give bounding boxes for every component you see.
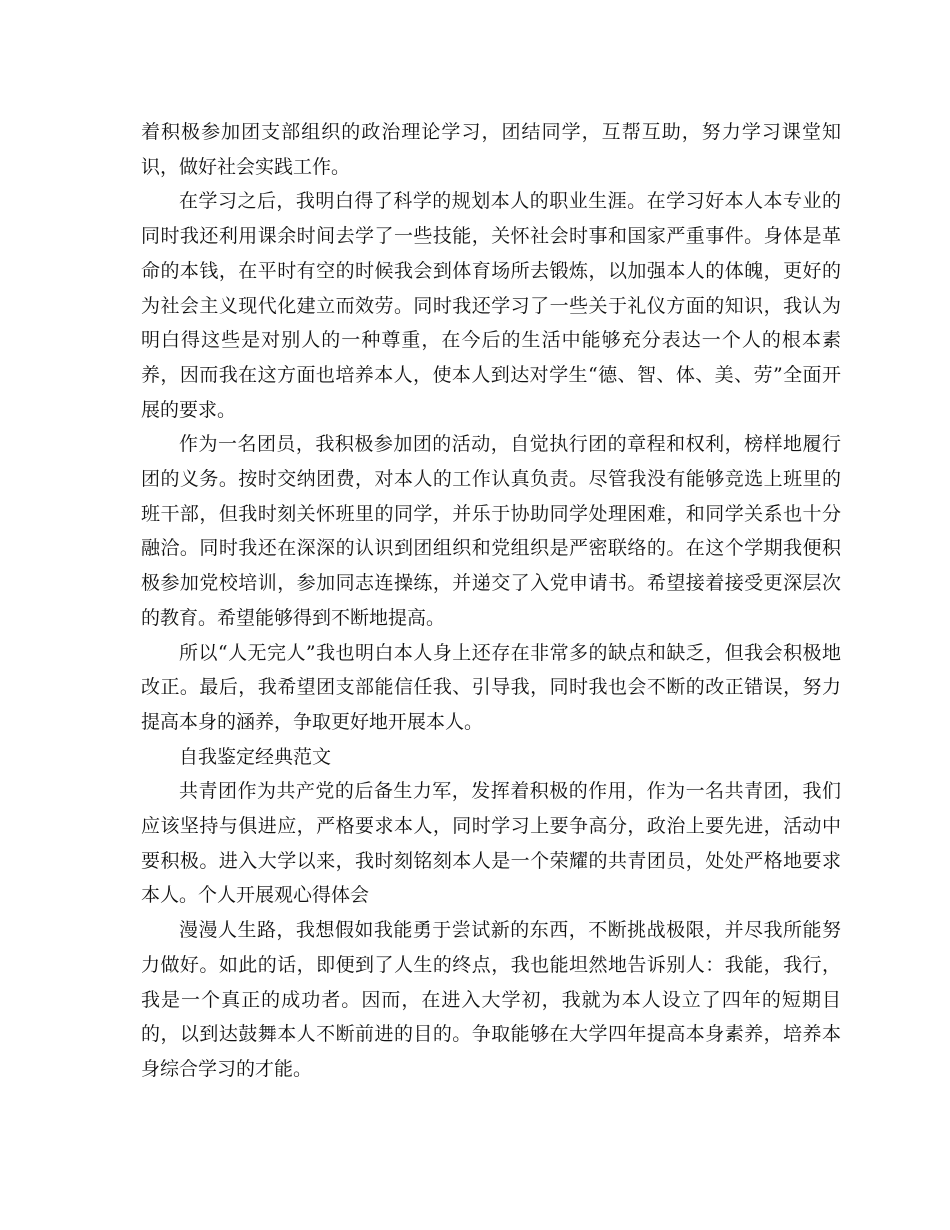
paragraph-6: 漫漫人生路，我想假如我能勇于尝试新的东西，不断挑战极限，并尽我所能努力做好。如此的话，即便到了人生的终点，我也能坦然地告诉别人：我能，我行，我是一个真正的成功者。因而，在进入大学初，我就为本人设立了四年的短期目的，以到达鼓舞本人不断前进的目的。争取能够在大学四年提高本身素养，培养本身综合学习的才能。 [141,919,841,1080]
paragraph-5: 共青团作为共产党的后备生力军，发挥着积极的作用，作为一名共青团，我们应该坚持与俱进应，严格要求本人，同时学习上要争高分，政治上要先进，活动中要积极。进入大学以来，我时刻铭刻本人是一个荣耀的共青团员，处处严格地要求本人。个人开展观心得体会 [141,780,841,907]
paragraph-1: 着积极参加团支部组织的政治理论学习，团结同学，互帮互助，努力学习课堂知识，做好社会实践工作。 [141,121,841,178]
paragraph-3: 作为一名团员，我积极参加团的活动，自觉执行团的章程和权利，榜样地履行团的义务。按时交纳团费，对本人的工作认真负责。尽管我没有能够竞选上班里的班干部，但我时刻关怀班里的同学，并乐于协助同学处理困难，和同学关系也十分融洽。同时我还在深深的认识到团组织和党组织是严密联络的。在这个学期我便积极参加党校培训，参加同志连操练，并递交了入党申请书。希望接着接受更深层次的教育。希望能够得到不断地提高。 [141,433,841,629]
document-body [141,115,841,1087]
section-heading: 自我鉴定经典范文 [179,745,332,768]
paragraph-2: 在学习之后，我明白得了科学的规划本人的职业生涯。在学习好本人本专业的同时我还利用课余时间去学了一些技能，关怀社会时事和国家严重事件。身体是革命的本钱，在平时有空的时候我会到体育场所去锻炼，以加强本人的体魄，更好的为社会主义现代化建立而效劳。同时我还学习了一些关于礼仪方面的知识，我认为明白得这些是对别人的一种尊重，在今后的生活中能够充分表达一个人的根本素养，因而我在这方面也培养本人，使本人到达对学生“德、智、体、美、劳”全面开展的要求。 [141,190,841,421]
paragraph-4: 所以“人无完人”我也明白本人身上还存在非常多的缺点和缺乏，但我会积极地改正。最后，我希望团支部能信任我、引导我，同时我也会不断的改正错误，努力提高本身的涵养，争取更好地开展本人。 [141,641,841,733]
